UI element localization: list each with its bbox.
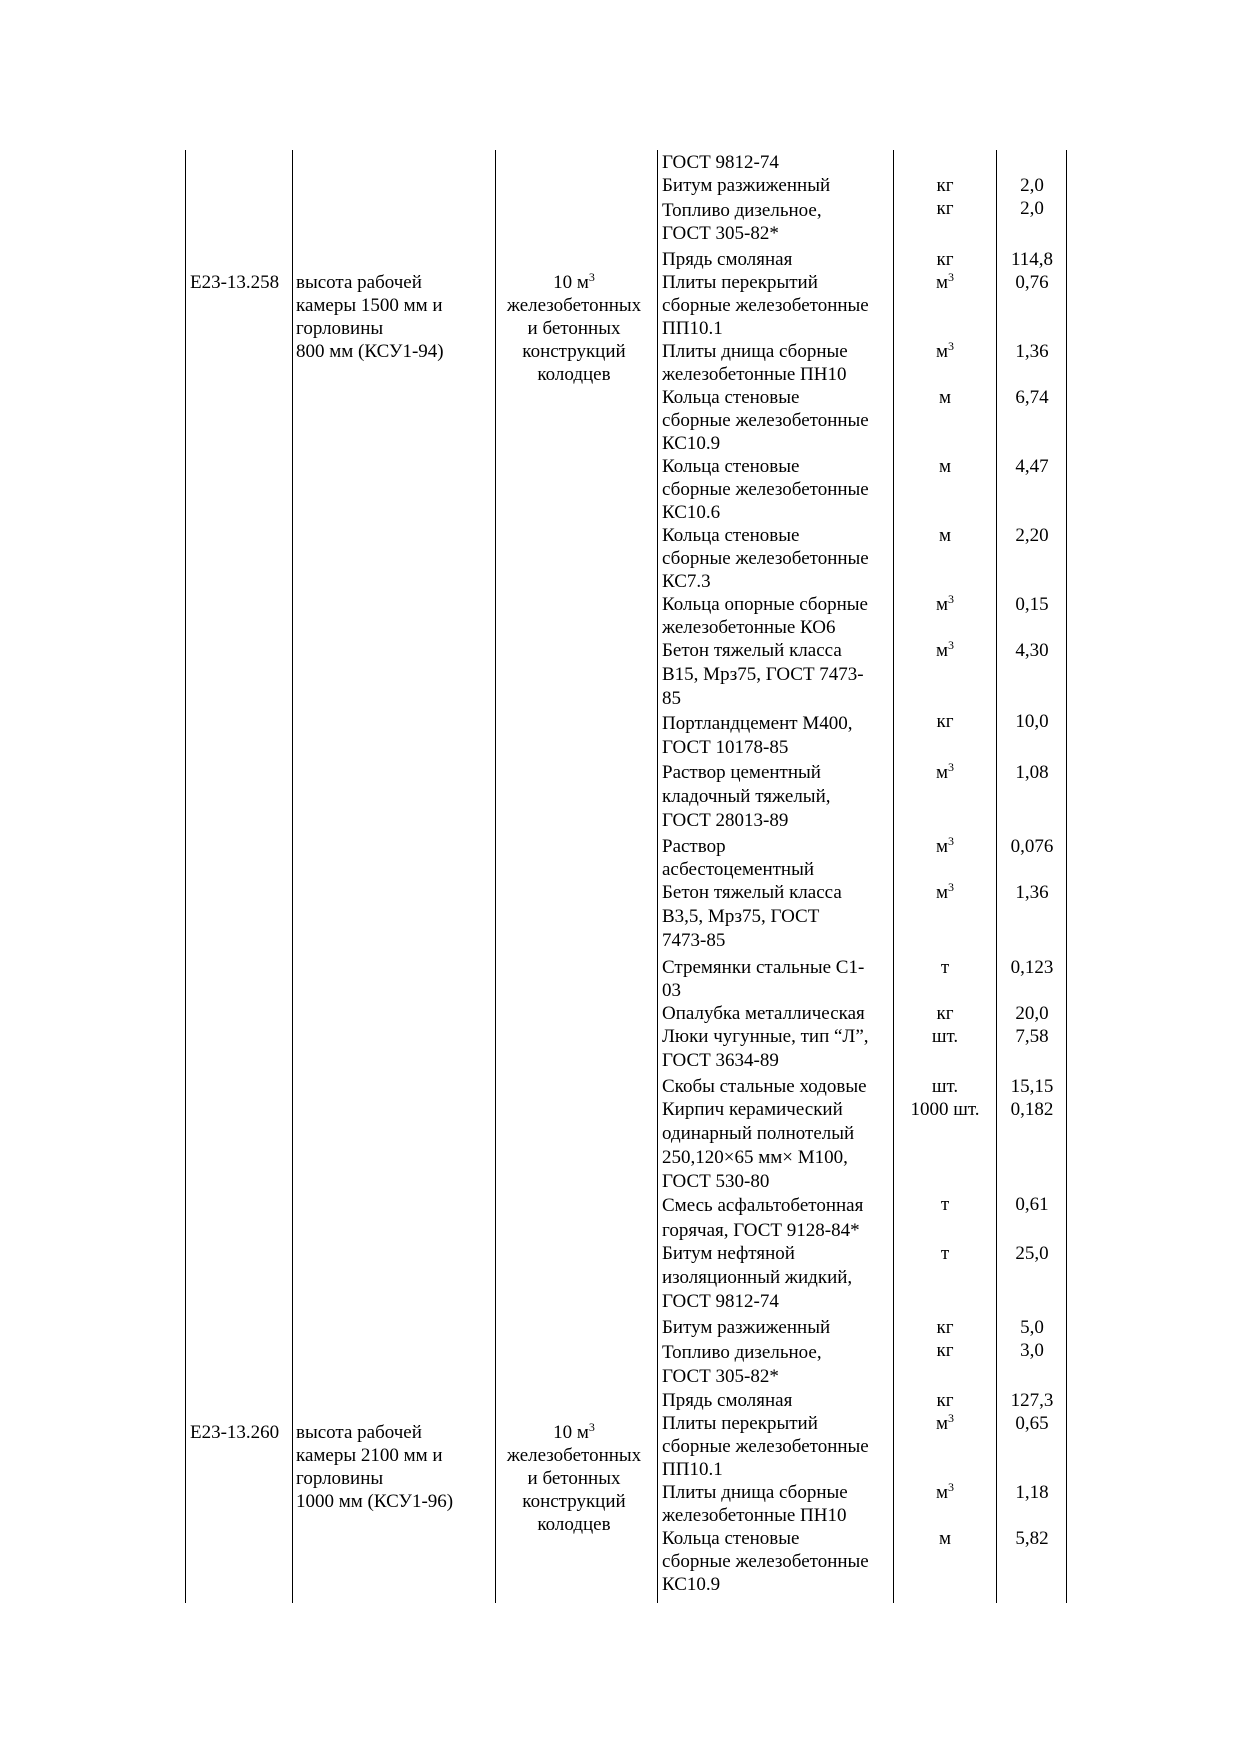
meter-line: колодцев bbox=[537, 364, 611, 385]
quantity-cell: 1,08 bbox=[1015, 762, 1049, 783]
material-line: 85 bbox=[662, 688, 681, 709]
material-line: ГОСТ 9812-74 bbox=[662, 152, 779, 173]
unit-cell bbox=[893, 340, 997, 363]
material-line: Плиты перекрытий bbox=[662, 1413, 818, 1434]
material-line: Битум разжиженный bbox=[662, 175, 831, 196]
superscript: 3 bbox=[948, 270, 955, 284]
material-line: ГОСТ 10178-85 bbox=[662, 737, 789, 758]
material-cell bbox=[662, 956, 892, 1002]
material-cell bbox=[662, 1527, 892, 1596]
unit-cell: кг bbox=[936, 198, 954, 219]
quantity-cell: 5,0 bbox=[1020, 1317, 1044, 1338]
description-line: 800 мм (КСУ1-94) bbox=[296, 341, 444, 362]
unit-cell bbox=[893, 761, 997, 784]
unit-cell bbox=[893, 881, 997, 904]
unit-cell: кг bbox=[936, 711, 954, 732]
unit-cell: кг bbox=[936, 1317, 954, 1338]
entry-code: Е23-13.258 bbox=[190, 272, 280, 293]
unit-cell: шт. bbox=[931, 1076, 959, 1097]
material-line: Стремянки стальные С1- bbox=[662, 957, 865, 978]
material-line: Кольца опорные сборные bbox=[662, 594, 868, 615]
material-cell bbox=[662, 199, 892, 245]
meter-line: колодцев bbox=[537, 1514, 611, 1535]
unit-cell bbox=[893, 593, 997, 616]
quantity-cell: 0,61 bbox=[1015, 1194, 1049, 1215]
unit-cell: кг bbox=[936, 1390, 954, 1411]
quantity-cell: 20,0 bbox=[1015, 1003, 1049, 1024]
material-line: ГОСТ 530-80 bbox=[662, 1171, 770, 1192]
unit-cell: т bbox=[940, 1243, 950, 1264]
unit-text: м bbox=[935, 836, 949, 857]
material-line: Раствор bbox=[662, 836, 726, 857]
material-line: Опалубка металлическая bbox=[662, 1003, 865, 1024]
unit-text: м bbox=[935, 882, 949, 903]
entry-description bbox=[296, 1421, 492, 1513]
table-rule-unit bbox=[996, 150, 997, 1603]
material-line: Битум разжиженный bbox=[662, 1317, 831, 1338]
unit-cell: м bbox=[938, 1528, 952, 1549]
material-line: изоляционный жидкий, bbox=[662, 1267, 853, 1288]
unit-text: м bbox=[935, 640, 949, 661]
quantity-cell: 5,82 bbox=[1015, 1528, 1049, 1549]
material-cell bbox=[662, 1098, 892, 1194]
material-line: Топливо дизельное, bbox=[662, 200, 822, 221]
material-line: Топливо дизельное, bbox=[662, 1342, 822, 1363]
material-cell bbox=[662, 639, 892, 711]
quantity-cell: 127,3 bbox=[1010, 1390, 1054, 1411]
material-line: Смесь асфальтобетонная bbox=[662, 1195, 864, 1216]
material-line: КС7.3 bbox=[662, 571, 711, 592]
superscript: 3 bbox=[948, 1480, 955, 1494]
meter-unit-text: 10 м bbox=[553, 1422, 589, 1443]
meter-unit bbox=[498, 271, 650, 294]
material-cell bbox=[662, 455, 892, 524]
material-line: Кольца стеновые bbox=[662, 1528, 800, 1549]
unit-cell: м bbox=[938, 525, 952, 546]
material-line: КС10.6 bbox=[662, 502, 721, 523]
material-cell bbox=[662, 248, 892, 271]
material-line: 250,120×65 мм× М100, bbox=[662, 1147, 848, 1168]
entry-meter bbox=[498, 271, 650, 386]
quantity-cell: 0,182 bbox=[1010, 1099, 1054, 1120]
description-line: горловины bbox=[296, 318, 384, 339]
unit-cell: т bbox=[940, 1194, 950, 1215]
description-line: горловины bbox=[296, 1468, 384, 1489]
entry-description bbox=[296, 271, 492, 363]
unit-cell bbox=[893, 835, 997, 858]
material-line: ПП10.1 bbox=[662, 1459, 723, 1480]
meter-unit bbox=[498, 1421, 650, 1444]
material-cell bbox=[662, 151, 892, 174]
material-line: сборные железобетонные bbox=[662, 410, 869, 431]
description-line: высота рабочей bbox=[296, 1422, 422, 1443]
material-line: Бетон тяжелый класса bbox=[662, 640, 842, 661]
material-cell bbox=[662, 1002, 892, 1025]
entry-meter bbox=[498, 1421, 650, 1536]
material-line: кладочный тяжелый, bbox=[662, 786, 831, 807]
meter-line: и бетонных bbox=[527, 1468, 621, 1489]
material-cell bbox=[662, 1481, 892, 1527]
material-line: ГОСТ 9812-74 bbox=[662, 1291, 779, 1312]
entry-code: Е23-13.260 bbox=[190, 1422, 280, 1443]
material-cell bbox=[662, 1025, 892, 1073]
material-cell bbox=[662, 386, 892, 455]
unit-cell bbox=[893, 271, 997, 294]
unit-text: м bbox=[935, 272, 949, 293]
quantity-cell: 0,15 bbox=[1015, 594, 1049, 615]
material-line: Люки чугунные, тип “Л”, bbox=[662, 1026, 869, 1047]
unit-cell: кг bbox=[936, 175, 954, 196]
superscript: 3 bbox=[948, 592, 955, 606]
material-line: 03 bbox=[662, 980, 681, 1001]
material-line: одинарный полнотелый bbox=[662, 1123, 855, 1144]
material-line: Бетон тяжелый класса bbox=[662, 882, 842, 903]
meter-unit-text: 10 м bbox=[553, 272, 589, 293]
material-line: Плиты днища сборные bbox=[662, 1482, 848, 1503]
unit-cell: 1000 шт. bbox=[910, 1099, 980, 1120]
material-line: сборные железобетонные bbox=[662, 1436, 869, 1457]
quantity-cell: 4,47 bbox=[1015, 456, 1049, 477]
unit-cell: м bbox=[938, 456, 952, 477]
material-line: Кирпич керамический bbox=[662, 1099, 843, 1120]
quantity-cell: 0,65 bbox=[1015, 1413, 1049, 1434]
material-line: Скобы стальные ходовые bbox=[662, 1076, 867, 1097]
material-line: железобетонные ПН10 bbox=[662, 1505, 847, 1526]
superscript: 3 bbox=[588, 270, 595, 284]
quantity-cell: 0,76 bbox=[1015, 272, 1049, 293]
unit-text: м bbox=[935, 594, 949, 615]
quantity-cell: 2,0 bbox=[1020, 175, 1044, 196]
material-line: ГОСТ 305-82* bbox=[662, 1366, 779, 1387]
meter-line: железобетонных bbox=[506, 295, 642, 316]
superscript: 3 bbox=[948, 1411, 955, 1425]
material-line: сборные железобетонные bbox=[662, 1551, 869, 1572]
unit-cell bbox=[893, 1481, 997, 1504]
material-line: Кольца стеновые bbox=[662, 387, 800, 408]
quantity-cell: 1,18 bbox=[1015, 1482, 1049, 1503]
material-cell bbox=[662, 835, 892, 881]
material-line: В3,5, Мрз75, ГОСТ bbox=[662, 906, 820, 927]
material-cell bbox=[662, 712, 892, 760]
material-line: Плиты днища сборные bbox=[662, 341, 848, 362]
table-rule-meter bbox=[657, 150, 658, 1603]
material-cell bbox=[662, 1193, 892, 1243]
material-line: горячая, ГОСТ 9128-84* bbox=[662, 1220, 860, 1241]
material-line: ГОСТ 305-82* bbox=[662, 223, 779, 244]
description-line: высота рабочей bbox=[296, 272, 422, 293]
material-cell bbox=[662, 340, 892, 386]
material-cell bbox=[662, 1389, 892, 1412]
superscript: 3 bbox=[948, 638, 955, 652]
quantity-cell: 3,0 bbox=[1020, 1340, 1044, 1361]
quantity-cell: 0,123 bbox=[1010, 957, 1054, 978]
material-line: Битум нефтяной bbox=[662, 1243, 795, 1264]
description-line: камеры 2100 мм и bbox=[296, 1445, 443, 1466]
material-line: ГОСТ 28013-89 bbox=[662, 810, 789, 831]
material-line: сборные железобетонные bbox=[662, 548, 869, 569]
quantity-cell: 2,20 bbox=[1015, 525, 1049, 546]
quantity-cell: 0,076 bbox=[1010, 836, 1054, 857]
material-line: сборные железобетонные bbox=[662, 479, 869, 500]
material-cell bbox=[662, 1242, 892, 1314]
quantity-cell: 114,8 bbox=[1010, 249, 1054, 270]
material-cell bbox=[662, 1341, 892, 1389]
superscript: 3 bbox=[588, 1420, 595, 1434]
material-cell bbox=[662, 174, 892, 197]
quantity-cell: 1,36 bbox=[1015, 341, 1049, 362]
table-rule-code bbox=[292, 150, 293, 1603]
material-cell bbox=[662, 881, 892, 953]
material-cell bbox=[662, 524, 892, 593]
meter-line: конструкций bbox=[522, 341, 626, 362]
unit-cell: шт. bbox=[931, 1026, 959, 1047]
superscript: 3 bbox=[948, 834, 955, 848]
quantity-cell: 2,0 bbox=[1020, 198, 1044, 219]
material-line: Портландцемент М400, bbox=[662, 713, 853, 734]
unit-cell bbox=[893, 639, 997, 662]
material-cell bbox=[662, 1316, 892, 1339]
material-cell bbox=[662, 761, 892, 833]
unit-text: м bbox=[935, 762, 949, 783]
description-line: 1000 мм (КСУ1-96) bbox=[296, 1491, 454, 1512]
material-line: ПП10.1 bbox=[662, 318, 723, 339]
material-line: В15, Мрз75, ГОСТ 7473- bbox=[662, 664, 864, 685]
meter-line: конструкций bbox=[522, 1491, 626, 1512]
unit-text: м bbox=[935, 341, 949, 362]
table-rule-description bbox=[495, 150, 496, 1603]
meter-line: и бетонных bbox=[527, 318, 621, 339]
material-line: Прядь смоляная bbox=[662, 249, 793, 270]
superscript: 3 bbox=[948, 880, 955, 894]
material-line: сборные железобетонные bbox=[662, 295, 869, 316]
material-cell bbox=[662, 593, 892, 639]
unit-cell: м bbox=[938, 387, 952, 408]
unit-cell: кг bbox=[936, 1003, 954, 1024]
material-cell bbox=[662, 271, 892, 340]
material-line: Кольца стеновые bbox=[662, 525, 800, 546]
unit-cell: кг bbox=[936, 1340, 954, 1361]
material-line: асбестоцементный bbox=[662, 859, 815, 880]
unit-text: м bbox=[935, 1482, 949, 1503]
quantity-cell: 4,30 bbox=[1015, 640, 1049, 661]
quantity-cell: 6,74 bbox=[1015, 387, 1049, 408]
material-line: Кольца стеновые bbox=[662, 456, 800, 477]
material-line: Раствор цементный bbox=[662, 762, 821, 783]
material-line: КС10.9 bbox=[662, 1574, 721, 1595]
quantity-cell: 7,58 bbox=[1015, 1026, 1049, 1047]
table-border-right bbox=[1066, 150, 1067, 1603]
unit-text: м bbox=[935, 1413, 949, 1434]
superscript: 3 bbox=[948, 760, 955, 774]
material-line: Плиты перекрытий bbox=[662, 272, 818, 293]
table-border-left bbox=[185, 150, 186, 1603]
material-line: 7473-85 bbox=[662, 930, 726, 951]
material-line: Прядь смоляная bbox=[662, 1390, 793, 1411]
unit-cell bbox=[893, 1412, 997, 1435]
superscript: 3 bbox=[948, 339, 955, 353]
material-line: железобетонные ПН10 bbox=[662, 364, 847, 385]
quantity-cell: 25,0 bbox=[1015, 1243, 1049, 1264]
table-rule-material bbox=[893, 150, 894, 1603]
quantity-cell: 10,0 bbox=[1015, 711, 1049, 732]
unit-cell: т bbox=[940, 957, 950, 978]
quantity-cell: 1,36 bbox=[1015, 882, 1049, 903]
description-line: камеры 1500 мм и bbox=[296, 295, 443, 316]
material-cell bbox=[662, 1412, 892, 1481]
meter-line: железобетонных bbox=[506, 1445, 642, 1466]
unit-cell: кг bbox=[936, 249, 954, 270]
material-line: ГОСТ 3634-89 bbox=[662, 1050, 779, 1071]
material-cell bbox=[662, 1075, 892, 1098]
material-line: КС10.9 bbox=[662, 433, 721, 454]
quantity-cell: 15,15 bbox=[1010, 1076, 1054, 1097]
material-line: железобетонные КО6 bbox=[662, 617, 836, 638]
